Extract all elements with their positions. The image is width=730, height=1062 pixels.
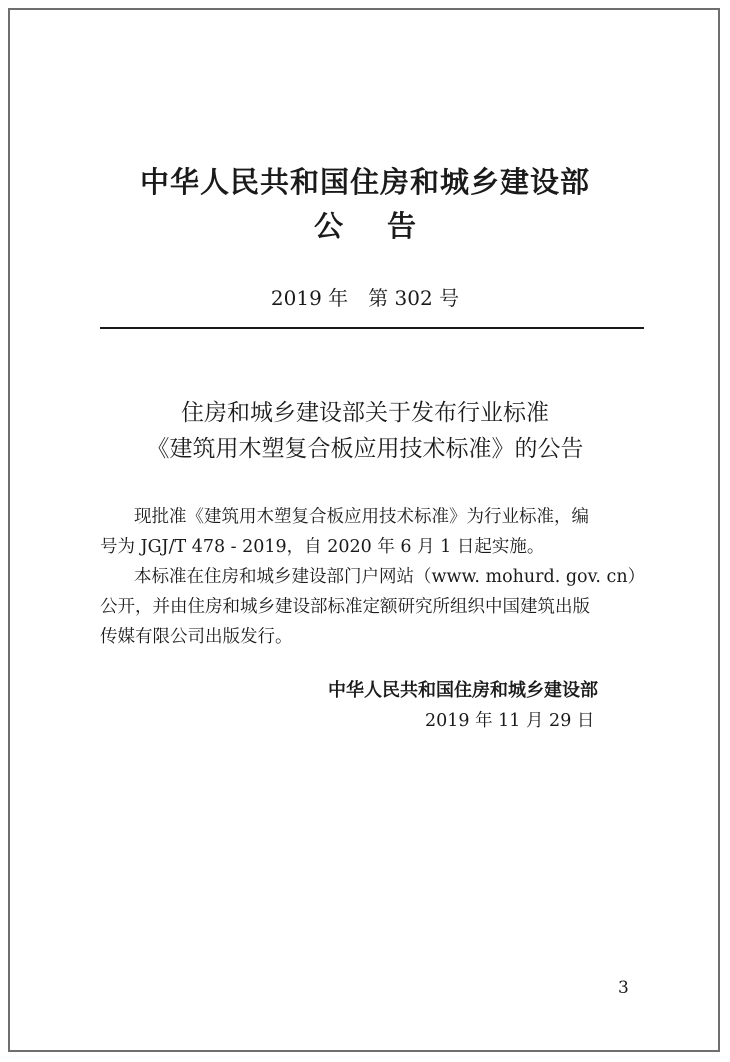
header-divider	[100, 327, 644, 329]
signing-date: 2019 年 11 月 29 日	[425, 711, 595, 731]
body-paragraph-2-line-3: 传媒有限公司出版发行。	[100, 627, 293, 647]
page-number: 3	[618, 978, 629, 998]
announcement-title-line-1: 住房和城乡建设部关于发布行业标准	[181, 400, 549, 426]
body-paragraph-1-line-2: 号为 JGJ/T 478 - 2019，自 2020 年 6 月 1 日起实施。	[100, 537, 545, 557]
signing-organization: 中华人民共和国住房和城乡建设部	[328, 680, 598, 701]
issuing-organization: 中华人民共和国住房和城乡建设部	[139, 165, 590, 199]
document-type: 公告	[313, 209, 460, 243]
body-paragraph-1-line-1: 现批准《建筑用木塑复合板应用技术标准》为行业标准，编	[134, 507, 589, 527]
document-number: 2019 年 第 302 号	[270, 286, 460, 310]
announcement-title-line-2: 《建筑用木塑复合板应用技术标准》的公告	[146, 436, 584, 462]
body-paragraph-2-line-2: 公开，并由住房和城乡建设部标准定额研究所组织中国建筑出版	[100, 597, 590, 617]
body-paragraph-2-line-1: 本标准在住房和城乡建设部门户网站（www. mohurd. gov. cn）	[134, 567, 646, 587]
